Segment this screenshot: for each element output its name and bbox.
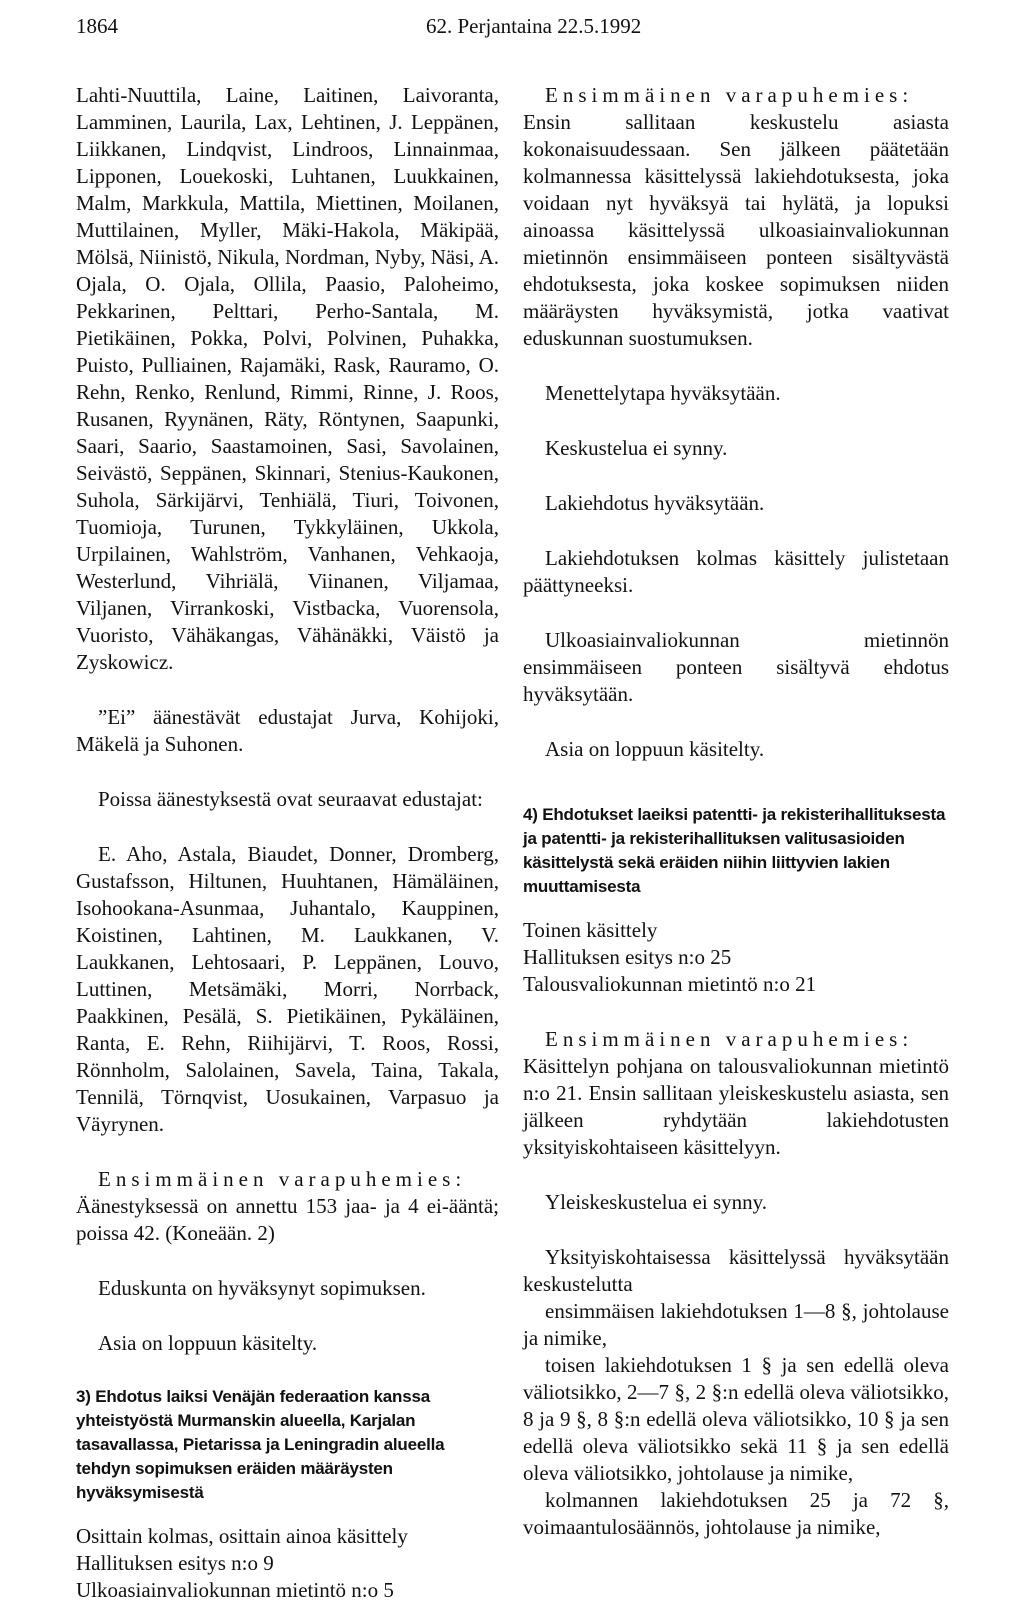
right-column [523, 82, 949, 1541]
no-discussion-statement: Keskustelua ei synny. [545, 436, 728, 460]
item-4-government-bill: Hallituksen esitys n:o 25 [523, 945, 732, 969]
approval-statement: Eduskunta on hyväksynyt sopimuksen. [98, 1276, 426, 1300]
detailed-item-second-bill: toisen lakiehdotuksen 1 § ja sen edellä oleva väliotsikko, 2—7 §, 2 §:n edellä oleva väliotsikko, 8 ja 9 §, 8 §:n edellä oleva väliotsikko, 10 § ja sen edellä oleva väliotsikko sekä 11 § ja sen edellä oleva väliotsikko, johtolause ja nimike, [523, 1353, 949, 1485]
item-4-reading-type: Toinen käsittely [523, 918, 658, 942]
speaker-speech: Ensin sallitaan keskustelu asiasta kokonaisuudessaan. Sen jälkeen päätetään kolmannessa käsittelyssä lakiehdotuksesta, joka voidaan nyt hyväksyä tai hylätä, ja lopuksi ainoassa käsittelyssä ulkoasiainvaliokunnan mietinnön ensimmäiseen ponteen sisältyvästä ehdotuksesta, joka koskee sopimuksen niiden määräysten hyväksymistä, jotka vaativat eduskunnan suostumuksen. [523, 110, 949, 350]
item-4-committee-report: Talousvaliokunnan mietintö n:o 21 [523, 972, 817, 996]
item-3-committee-report: Ulkoasiainvaliokunnan mietintö n:o 5 [76, 1578, 394, 1602]
third-reading-statement: Lakiehdotuksen kolmas käsittely julistetaan päättyneeksi. [523, 546, 949, 597]
page-number: 1864 [76, 14, 118, 38]
general-discussion-statement: Yleiskeskustelua ei synny. [545, 1190, 768, 1214]
speaker-label: Ensimmäinen varapuhemies: [545, 83, 914, 107]
item-3-heading: 3) Ehdotus laiksi Venäjän federaation kanssa yhteistyöstä Murmanskin alueella, Karjalan tasavallassa, Pietarissa ja Leningradin alueella tehdyn sopimuksen eräiden määräysten hyväksymisestä [76, 1387, 445, 1502]
detailed-item-third-bill: kolmannen lakiehdotuksen 25 ja 72 §, voimaantulosäännös, johtolause ja nimike, [523, 1488, 949, 1539]
item-3-reading-type: Osittain kolmas, osittain ainoa käsittely [76, 1524, 408, 1548]
absent-intro: Poissa äänestyksestä ovat seuraavat edustajat: [98, 787, 483, 811]
item-3-government-bill: Hallituksen esitys n:o 9 [76, 1551, 274, 1575]
bill-approved-statement: Lakiehdotus hyväksytään. [545, 491, 765, 515]
no-voters-paragraph: ”Ei” äänestävät edustajat Jurva, Kohijoki, Mäkelä ja Suhonen. [76, 705, 499, 756]
absent-list: E. Aho, Astala, Biaudet, Donner, Dromberg, Gustafsson, Hiltunen, Huuhtanen, Hämäläinen, Isohookana-Asunmaa, Juhantalo, Kauppinen, Koistinen, Lahtinen, M. Laukkanen, V. Laukkanen, Lehtosaari, P. Leppänen, Louvo, Luttinen, Metsämäki, Morri, Norrback, Paakkinen, Pesälä, S. Pietikäinen, Pykäläinen, Ranta, E. Rehn, Riihijärvi, T. Roos, Rossi, Rönnholm, Salolainen, Savela, Taina, Takala, Tennilä, Törnqvist, Uosukainen, Varpasuo ja Väyrynen. [76, 842, 499, 1136]
detailed-intro: Yksityiskohtaisessa käsittelyssä hyväksytään keskustelutta [523, 1245, 949, 1296]
speaker-label-2: Ensimmäinen varapuhemies: [545, 1027, 914, 1051]
closing-statement: Asia on loppuun käsitelty. [98, 1331, 318, 1355]
running-head: 62. Perjantaina 22.5.1992 [426, 14, 642, 38]
detailed-item-first-bill: ensimmäisen lakiehdotuksen 1—8 §, johtolause ja nimike, [523, 1299, 949, 1350]
left-column [76, 82, 499, 1604]
item-4-heading: 4) Ehdotukset laeiksi patentti- ja rekisterihallituksesta ja patentti- ja rekisterihallituksen valitusasioiden käsittelystä sekä eräiden niihin liittyvien lakien muuttamisesta [523, 805, 946, 896]
yes-voters-list: Lahti-Nuuttila, Laine, Laitinen, Laivoranta, Lamminen, Laurila, Lax, Lehtinen, J. Leppänen, Liikkanen, Lindqvist, Lindroos, Linnainmaa, Lipponen, Louekoski, Luhtanen, Luukkainen, Malm, Markkula, Mattila, Miettinen, Moilanen, Muttilainen, Myller, Mäki-Hakola, Mäkipää, Mölsä, Niinistö, Nikula, Nordman, Nyby, Näsi, A. Ojala, O. Ojala, Ollila, Paasio, Paloheimo, Pekkarinen, Pelttari, Perho-Santala, M. Pietikäinen, Pokka, Polvi, Polvinen, Puhakka, Puisto, Pulliainen, Rajamäki, Rask, Rauramo, O. Rehn, Renko, Renlund, Rimmi, Rinne, J. Roos, Rusanen, Ryynänen, Räty, Röntynen, Saapunki, Saari, Saario, Saastamoinen, Sasi, Savolainen, Seivästö, Seppänen, Skinnari, Stenius-Kaukonen, Suhola, Särkijärvi, Tenhiälä, Tiuri, Toivonen, Tuomioja, Turunen, Tykkyläinen, Ukkola, Urpilainen, Wahlström, Vanhanen, Vehkaoja, Westerlund, Vihriälä, Viinanen, Viljamaa, Viljanen, Virrankoski, Vistbacka, Vuorensola, Vuoristo, Vähäkangas, Vähänäkki, Väistö ja Zyskowicz. [76, 83, 499, 674]
proposal-approved-statement: Ulkoasiainvaliokunnan mietinnön ensimmäiseen ponteen sisältyvä ehdotus hyväksytään. [523, 628, 949, 706]
closing-statement: Asia on loppuun käsitelty. [545, 737, 765, 761]
vote-result: Äänestyksessä on annettu 153 jaa- ja 4 ei-ääntä; poissa 42. (Koneään. 2) [76, 1194, 499, 1245]
procedure-statement: Menettelytapa hyväksytään. [545, 381, 781, 405]
speaker-label: Ensimmäinen varapuhemies: [98, 1167, 467, 1191]
speaker-speech-2: Käsittelyn pohjana on talousvaliokunnan mietintö n:o 21. Ensin sallitaan yleiskeskustelu asiasta, sen jälkeen ryhdytään lakiehdotusten yksityiskohtaiseen käsittelyyn. [523, 1054, 949, 1159]
